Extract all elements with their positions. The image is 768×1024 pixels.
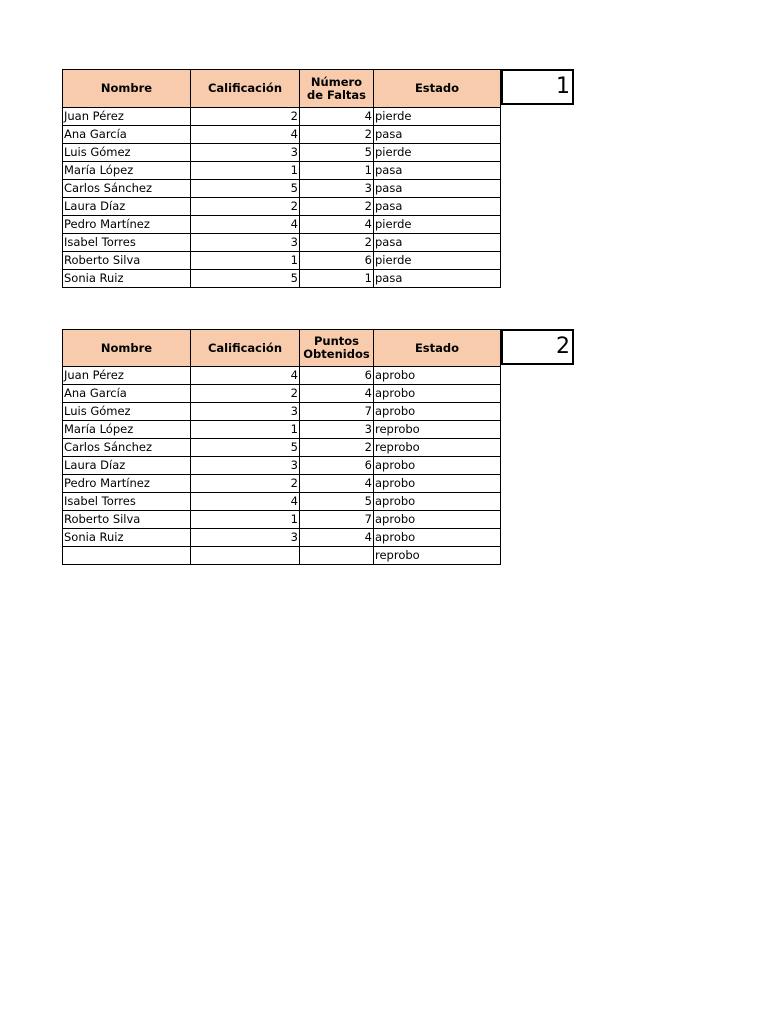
value-cell[interactable]: 7 [300, 511, 374, 529]
estado-cell[interactable]: reprobo [374, 547, 501, 565]
estado-cell[interactable]: pasa [374, 180, 501, 198]
nombre-cell[interactable]: Isabel Torres [63, 493, 191, 511]
value-cell[interactable]: 2 [300, 439, 374, 457]
value-cell[interactable]: 2 [300, 234, 374, 252]
calificacion-cell[interactable]: 3 [191, 457, 300, 475]
calificacion-cell[interactable]: 4 [191, 493, 300, 511]
calificacion-cell[interactable]: 5 [191, 180, 300, 198]
estado-cell[interactable]: pierde [374, 108, 501, 126]
nombre-cell[interactable]: Carlos Sánchez [63, 439, 191, 457]
table-row [63, 108, 501, 126]
estado-cell[interactable]: reprobo [374, 439, 501, 457]
nombre-cell[interactable]: María López [63, 162, 191, 180]
calificacion-cell[interactable]: 5 [191, 270, 300, 288]
estado-cell[interactable]: aprobo [374, 403, 501, 421]
header-cell-puntos[interactable]: Puntos Obtenidos [300, 330, 374, 367]
nombre-cell[interactable]: Laura Díaz [63, 198, 191, 216]
nombre-cell[interactable]: María López [63, 421, 191, 439]
empty-cell[interactable] [63, 547, 191, 565]
estado-cell[interactable]: pasa [374, 198, 501, 216]
nombre-cell[interactable]: Luis Gómez [63, 144, 191, 162]
nombre-cell[interactable]: Juan Pérez [63, 108, 191, 126]
header-cell-estado[interactable]: Estado [374, 70, 501, 108]
table-body [63, 367, 501, 565]
table-row [63, 198, 501, 216]
calificacion-cell[interactable]: 3 [191, 144, 300, 162]
nombre-cell[interactable]: Sonia Ruiz [63, 270, 191, 288]
table-row [63, 162, 501, 180]
table-body [63, 108, 501, 288]
calificacion-cell[interactable]: 3 [191, 529, 300, 547]
calificacion-cell[interactable]: 2 [191, 108, 300, 126]
header-cell-nombre[interactable]: Nombre [63, 70, 191, 108]
nombre-cell[interactable]: Carlos Sánchez [63, 180, 191, 198]
header-row [63, 330, 501, 367]
value-cell[interactable]: 6 [300, 252, 374, 270]
estado-cell[interactable]: aprobo [374, 367, 501, 385]
nombre-cell[interactable]: Pedro Martínez [63, 475, 191, 493]
calificacion-cell[interactable]: 3 [191, 234, 300, 252]
table-row [63, 457, 501, 475]
value-cell[interactable]: 4 [300, 529, 374, 547]
value-cell[interactable]: 3 [300, 180, 374, 198]
value-cell[interactable]: 6 [300, 367, 374, 385]
calificacion-cell[interactable]: 2 [191, 475, 300, 493]
value-cell[interactable]: 4 [300, 475, 374, 493]
empty-cell[interactable] [300, 547, 374, 565]
estado-cell[interactable]: pierde [374, 144, 501, 162]
estado-cell[interactable]: reprobo [374, 421, 501, 439]
value-cell[interactable]: 2 [300, 126, 374, 144]
empty-cell[interactable] [191, 547, 300, 565]
table-row [63, 252, 501, 270]
calificacion-cell[interactable]: 1 [191, 511, 300, 529]
calificacion-cell[interactable]: 1 [191, 252, 300, 270]
value-cell[interactable]: 7 [300, 403, 374, 421]
value-cell[interactable]: 6 [300, 457, 374, 475]
table-row [63, 144, 501, 162]
value-cell[interactable]: 5 [300, 144, 374, 162]
estado-cell[interactable]: pasa [374, 234, 501, 252]
estado-cell[interactable]: aprobo [374, 493, 501, 511]
calificacion-cell[interactable]: 4 [191, 367, 300, 385]
nombre-cell[interactable]: Roberto Silva [63, 511, 191, 529]
calificacion-cell[interactable]: 5 [191, 439, 300, 457]
table-row [63, 493, 501, 511]
marker-cell-1[interactable]: 1 [501, 69, 574, 105]
value-cell[interactable]: 4 [300, 385, 374, 403]
header-cell-nombre[interactable]: Nombre [63, 330, 191, 367]
table-row [63, 180, 501, 198]
estado-cell[interactable]: pasa [374, 270, 501, 288]
estado-cell[interactable]: pierde [374, 252, 501, 270]
value-cell[interactable]: 4 [300, 216, 374, 234]
estado-cell[interactable]: aprobo [374, 475, 501, 493]
estado-cell[interactable]: aprobo [374, 511, 501, 529]
calificacion-cell[interactable]: 1 [191, 162, 300, 180]
nombre-cell[interactable]: Luis Gómez [63, 403, 191, 421]
nombre-cell[interactable]: Laura Díaz [63, 457, 191, 475]
nombre-cell[interactable]: Ana García [63, 126, 191, 144]
marker-cell-2[interactable]: 2 [501, 329, 574, 365]
nombre-cell[interactable]: Roberto Silva [63, 252, 191, 270]
nombre-cell[interactable]: Isabel Torres [63, 234, 191, 252]
table-row [63, 529, 501, 547]
table-row [63, 403, 501, 421]
table-row [63, 421, 501, 439]
header-cell-calificacion[interactable]: Calificación [191, 330, 300, 367]
table-row [63, 270, 501, 288]
table-row [63, 475, 501, 493]
calificacion-cell[interactable]: 2 [191, 385, 300, 403]
calificacion-cell[interactable]: 4 [191, 126, 300, 144]
table-faltas [62, 69, 501, 288]
header-row [63, 70, 501, 108]
table-row [63, 385, 501, 403]
table-row [63, 439, 501, 457]
estado-cell[interactable]: aprobo [374, 457, 501, 475]
value-cell[interactable]: 4 [300, 108, 374, 126]
table-row [63, 511, 501, 529]
nombre-cell[interactable]: Ana García [63, 385, 191, 403]
nombre-cell[interactable]: Juan Pérez [63, 367, 191, 385]
estado-cell[interactable]: aprobo [374, 385, 501, 403]
header-cell-estado[interactable]: Estado [374, 330, 501, 367]
estado-cell[interactable]: pierde [374, 216, 501, 234]
calificacion-cell[interactable]: 1 [191, 421, 300, 439]
value-cell[interactable]: 3 [300, 421, 374, 439]
value-cell[interactable]: 5 [300, 493, 374, 511]
table-row [63, 216, 501, 234]
calificacion-cell[interactable]: 4 [191, 216, 300, 234]
nombre-cell[interactable]: Sonia Ruiz [63, 529, 191, 547]
value-cell[interactable]: 1 [300, 162, 374, 180]
estado-cell[interactable]: pasa [374, 126, 501, 144]
calificacion-cell[interactable]: 2 [191, 198, 300, 216]
table-row-extra [63, 547, 501, 565]
estado-cell[interactable]: aprobo [374, 529, 501, 547]
calificacion-cell[interactable]: 3 [191, 403, 300, 421]
table-row [63, 234, 501, 252]
table-row [63, 367, 501, 385]
value-cell[interactable]: 2 [300, 198, 374, 216]
table-puntos [62, 329, 501, 565]
nombre-cell[interactable]: Pedro Martínez [63, 216, 191, 234]
header-cell-faltas[interactable]: Número de Faltas [300, 70, 374, 108]
estado-cell[interactable]: pasa [374, 162, 501, 180]
value-cell[interactable]: 1 [300, 270, 374, 288]
table-row [63, 126, 501, 144]
header-cell-calificacion[interactable]: Calificación [191, 70, 300, 108]
